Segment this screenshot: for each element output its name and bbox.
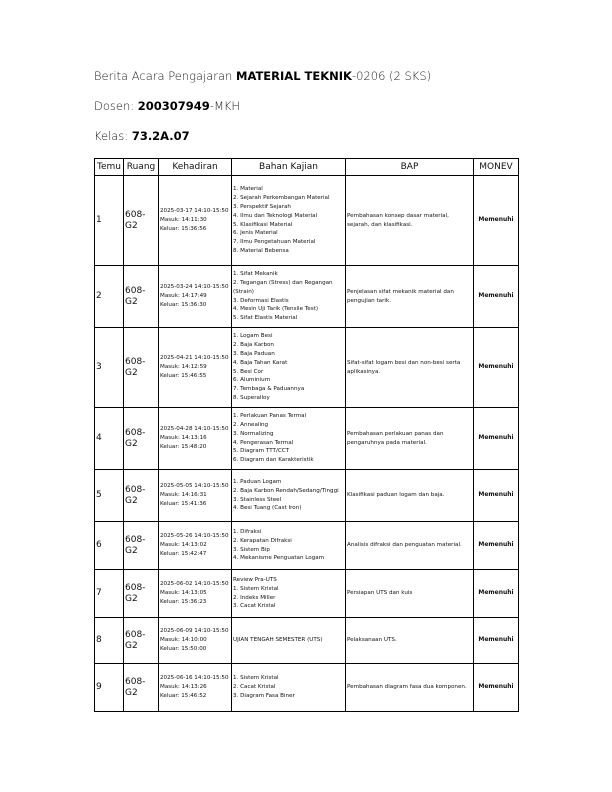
bahan-kajian-cell-line: 2. Tegangan (Stress) dan Regangan (Strain) bbox=[233, 279, 333, 295]
course-name: MATERIAL TEKNIK bbox=[236, 69, 352, 83]
monev-cell: Memenuhi bbox=[474, 266, 519, 328]
temu-cell: 2 bbox=[95, 266, 124, 328]
kehadiran-cell-line: 2025-06-09 14:10-15:50 bbox=[160, 628, 229, 635]
kehadiran-cell-line: Keluar: 15:42:47 bbox=[160, 550, 207, 557]
bahan-kajian-cell-line: 5. Diagram TTT/CCT bbox=[233, 448, 290, 455]
kehadiran-cell-line: Keluar: 15:46:55 bbox=[160, 372, 207, 379]
bahan-kajian-cell bbox=[232, 664, 346, 712]
kehadiran-cell-line: 2025-03-24 14:10-15:50 bbox=[160, 284, 229, 291]
bahan-kajian-cell-line: 4. Mesin Uji Tarik (Tensile Test) bbox=[233, 306, 319, 313]
kehadiran-cell bbox=[159, 470, 232, 522]
monev-cell: Memenuhi bbox=[474, 618, 519, 664]
bap-cell: Pembahasan diagram fasa dua komponen. bbox=[346, 664, 474, 712]
table-row bbox=[95, 470, 519, 522]
bahan-kajian-cell-line: UJIAN TENGAH SEMESTER (UTS) bbox=[233, 637, 323, 644]
kehadiran-cell-line: Keluar: 15:36:56 bbox=[160, 225, 207, 232]
bap-cell: Persiapan UTS dan kuis bbox=[346, 570, 474, 618]
kehadiran-cell bbox=[159, 618, 232, 664]
bahan-kajian-cell bbox=[232, 570, 346, 618]
kehadiran-cell-line: 2025-05-05 14:10-15:50 bbox=[160, 483, 229, 490]
bahan-kajian-cell-line: 4. Pengerasan Termal bbox=[233, 439, 294, 446]
bahan-kajian-cell-line: 1. Difraksi bbox=[233, 528, 262, 535]
dosen-suffix: -MKH bbox=[209, 99, 241, 113]
bahan-kajian-cell bbox=[232, 176, 346, 266]
bahan-kajian-cell-line: 3. Diagram Fasa Biner bbox=[233, 692, 295, 699]
monev-cell: Memenuhi bbox=[474, 408, 519, 470]
kehadiran-cell-line: Masuk: 14:16:31 bbox=[160, 492, 207, 499]
kehadiran-cell-line: 2025-04-21 14:10-15:50 bbox=[160, 355, 229, 362]
kehadiran-cell-line: Masuk: 14:13:26 bbox=[160, 684, 207, 691]
bahan-kajian-cell bbox=[232, 618, 346, 664]
bahan-kajian-cell-line: 6. Diagram dan Karakteristik bbox=[233, 457, 314, 464]
temu-cell: 3 bbox=[95, 328, 124, 408]
ruang-cell: 608-G2 bbox=[124, 408, 159, 470]
kelas-line bbox=[94, 129, 190, 143]
bahan-kajian-cell-line: 2. Cacat Kristal bbox=[233, 684, 276, 691]
dosen-line bbox=[94, 99, 240, 113]
kehadiran-cell-line: Masuk: 14:11:30 bbox=[160, 217, 207, 224]
col-ruang: Ruang bbox=[124, 159, 159, 176]
bahan-kajian-cell-line: 4. Baja Tahan Karat bbox=[233, 359, 288, 366]
col-monev: MONEV bbox=[474, 159, 519, 176]
bahan-kajian-cell-line: 6. Jenis Material bbox=[233, 230, 278, 237]
kehadiran-cell-line: Masuk: 14:17:49 bbox=[160, 293, 207, 300]
temu-cell: 6 bbox=[95, 522, 124, 570]
course-code: -0206 (2 SKS) bbox=[351, 69, 432, 83]
kehadiran-cell bbox=[159, 266, 232, 328]
bap-cell: Pelaksanaan UTS. bbox=[346, 618, 474, 664]
kehadiran-cell-line: Keluar: 15:36:23 bbox=[160, 598, 207, 605]
bahan-kajian-cell-line: 5. Klasifikasi Material bbox=[233, 221, 293, 228]
bap-cell: Penjelasan sifat mekanik material dan pengujian tarik. bbox=[346, 266, 474, 328]
kehadiran-cell-line: Keluar: 15:36:30 bbox=[160, 301, 207, 308]
bahan-kajian-cell-line: 4. Besi Tuang (Cast Iron) bbox=[233, 505, 302, 512]
col-bap: BAP bbox=[346, 159, 474, 176]
ruang-cell: 608-G2 bbox=[124, 664, 159, 712]
monev-cell: Memenuhi bbox=[474, 176, 519, 266]
table-row bbox=[95, 522, 519, 570]
bahan-kajian-cell bbox=[232, 266, 346, 328]
temu-cell: 1 bbox=[95, 176, 124, 266]
table-row bbox=[95, 570, 519, 618]
kehadiran-cell bbox=[159, 522, 232, 570]
bahan-kajian-cell bbox=[232, 522, 346, 570]
temu-cell: 5 bbox=[95, 470, 124, 522]
monev-cell: Memenuhi bbox=[474, 470, 519, 522]
bahan-kajian-cell-line: 3. Normalizing bbox=[233, 430, 274, 437]
ruang-cell: 608-G2 bbox=[124, 522, 159, 570]
kehadiran-cell-line: 2025-06-02 14:10-15:50 bbox=[160, 581, 229, 588]
ruang-cell: 608-G2 bbox=[124, 328, 159, 408]
bap-cell: Analisis difraksi dan penguatan material. bbox=[346, 522, 474, 570]
temu-cell: 9 bbox=[95, 664, 124, 712]
kehadiran-cell-line: Keluar: 15:41:36 bbox=[160, 500, 207, 507]
bahan-kajian-cell-line: 1. Sistem Kristal bbox=[233, 675, 279, 682]
monev-cell: Memenuhi bbox=[474, 570, 519, 618]
kehadiran-cell-line: 2025-03-17 14:10-15:50 bbox=[160, 208, 229, 215]
bahan-kajian-cell-line: 5. Sifat Elastis Material bbox=[233, 315, 298, 322]
kehadiran-cell-line: Masuk: 14:12:59 bbox=[160, 364, 207, 371]
table-header-row bbox=[95, 159, 519, 176]
kehadiran-cell-line: Masuk: 14:10:00 bbox=[160, 637, 207, 644]
bahan-kajian-cell-line: 1. Paduan Logam bbox=[233, 478, 282, 485]
kehadiran-cell bbox=[159, 328, 232, 408]
bahan-kajian-cell-line: 4. Mekanisme Penguatan Logam bbox=[233, 555, 325, 562]
bahan-kajian-cell-line: 7. Tembaga & Paduannya bbox=[233, 386, 305, 393]
kehadiran-cell-line: Masuk: 14:13:16 bbox=[160, 435, 207, 442]
table-row bbox=[95, 328, 519, 408]
ruang-cell: 608-G2 bbox=[124, 618, 159, 664]
bahan-kajian-cell-line: 3. Perspektif Sejarah bbox=[233, 203, 291, 210]
bahan-kajian-cell-line: 1. Logam Besi bbox=[233, 333, 273, 340]
kelas-label: Kelas: bbox=[94, 129, 129, 143]
col-bahan-kajian: Bahan Kajian bbox=[232, 159, 346, 176]
temu-cell: 8 bbox=[95, 618, 124, 664]
temu-cell: 4 bbox=[95, 408, 124, 470]
bahan-kajian-cell-line: 7. Ilmu Pengetahuan Material bbox=[233, 239, 316, 246]
attendance-table bbox=[94, 158, 519, 712]
monev-cell: Memenuhi bbox=[474, 664, 519, 712]
bahan-kajian-cell-line: 2. Annealing bbox=[233, 421, 269, 428]
title-prefix: Berita Acara Pengajaran bbox=[94, 69, 233, 83]
kehadiran-cell-line: Keluar: 15:48:20 bbox=[160, 443, 207, 450]
bahan-kajian-cell-line: 1. Sistem Kristal bbox=[233, 585, 279, 592]
temu-cell: 7 bbox=[95, 570, 124, 618]
kehadiran-cell-line: Keluar: 15:46:52 bbox=[160, 692, 207, 699]
bahan-kajian-cell-line: 3. Stainless Steel bbox=[233, 496, 282, 503]
bap-cell: Pembahasan konsep dasar material, sejarah, dan klasifikasi. bbox=[346, 176, 474, 266]
bahan-kajian-cell-line: 6. Aluminium bbox=[233, 377, 271, 384]
col-temu: Temu bbox=[95, 159, 124, 176]
bap-cell: Sifat-sifat logam besi dan non-besi serta aplikasinya. bbox=[346, 328, 474, 408]
kehadiran-cell-line: Masuk: 14:13:02 bbox=[160, 542, 207, 549]
bahan-kajian-cell-line: 8. Material Bebensa bbox=[233, 247, 289, 254]
ruang-cell: 608-G2 bbox=[124, 470, 159, 522]
bahan-kajian-cell-line: 5. Besi Cor bbox=[233, 368, 264, 375]
ruang-cell: 608-G2 bbox=[124, 570, 159, 618]
bap-cell: Klasifikasi paduan logam dan baja. bbox=[346, 470, 474, 522]
ruang-cell: 608-G2 bbox=[124, 176, 159, 266]
bahan-kajian-cell-line: 2. Indeks Miller bbox=[233, 594, 276, 601]
bahan-kajian-cell-line: 1. Material bbox=[233, 186, 263, 193]
dosen-label: Dosen: bbox=[94, 99, 135, 113]
bahan-kajian-cell-line: 2. Baja Karbon bbox=[233, 342, 274, 349]
bap-cell: Pembahasan perlakuan panas dan pengaruhnya pada material. bbox=[346, 408, 474, 470]
bahan-kajian-cell-line: Review Pra-UTS bbox=[233, 576, 277, 583]
table-row bbox=[95, 664, 519, 712]
bahan-kajian-cell-line: 3. Cacat Kristal bbox=[233, 603, 276, 610]
table-body bbox=[95, 176, 519, 712]
kehadiran-cell-line: Masuk: 14:13:05 bbox=[160, 590, 207, 597]
bahan-kajian-cell bbox=[232, 470, 346, 522]
kehadiran-cell bbox=[159, 176, 232, 266]
kehadiran-cell-line: 2025-06-16 14:10-15:50 bbox=[160, 675, 229, 682]
bahan-kajian-cell-line: 4. Ilmu dan Teknologi Material bbox=[233, 212, 318, 219]
bahan-kajian-cell-line: 8. Superalloy bbox=[233, 394, 270, 401]
kehadiran-cell-line: Keluar: 15:50:00 bbox=[160, 645, 207, 652]
table-row bbox=[95, 266, 519, 328]
bahan-kajian-cell-line: 2. Sejarah Perkembangan Material bbox=[233, 195, 330, 202]
ruang-cell: 608-G2 bbox=[124, 266, 159, 328]
col-kehadiran: Kehadiran bbox=[159, 159, 232, 176]
monev-cell: Memenuhi bbox=[474, 328, 519, 408]
bahan-kajian-cell-line: 2. Baja Karbon Rendah/Sedang/Tinggi bbox=[233, 487, 339, 494]
dosen-id: 200307949 bbox=[137, 99, 210, 113]
bahan-kajian-cell-line: 3. Deformasi Elastis bbox=[233, 297, 289, 304]
monev-cell: Memenuhi bbox=[474, 522, 519, 570]
kehadiran-cell bbox=[159, 408, 232, 470]
table-row bbox=[95, 618, 519, 664]
bahan-kajian-cell bbox=[232, 408, 346, 470]
bahan-kajian-cell-line: 3. Baja Paduan bbox=[233, 350, 275, 357]
kehadiran-cell bbox=[159, 570, 232, 618]
bahan-kajian-cell-line: 2. Kerapatan Difraksi bbox=[233, 537, 292, 544]
bahan-kajian-cell-line: 1. Perlakuan Panas Termal bbox=[233, 413, 307, 420]
document-title bbox=[94, 69, 431, 83]
kelas-value: 73.2A.07 bbox=[131, 129, 190, 143]
kehadiran-cell-line: 2025-05-26 14:10-15:50 bbox=[160, 533, 229, 540]
bahan-kajian-cell-line: 3. Sistem Bip bbox=[233, 546, 270, 553]
bahan-kajian-cell-line: 1. Sifat Mekanik bbox=[233, 271, 278, 278]
table-row bbox=[95, 176, 519, 266]
bahan-kajian-cell bbox=[232, 328, 346, 408]
kehadiran-cell bbox=[159, 664, 232, 712]
kehadiran-cell-line: 2025-04-28 14:10-15:50 bbox=[160, 426, 229, 433]
table-row bbox=[95, 408, 519, 470]
